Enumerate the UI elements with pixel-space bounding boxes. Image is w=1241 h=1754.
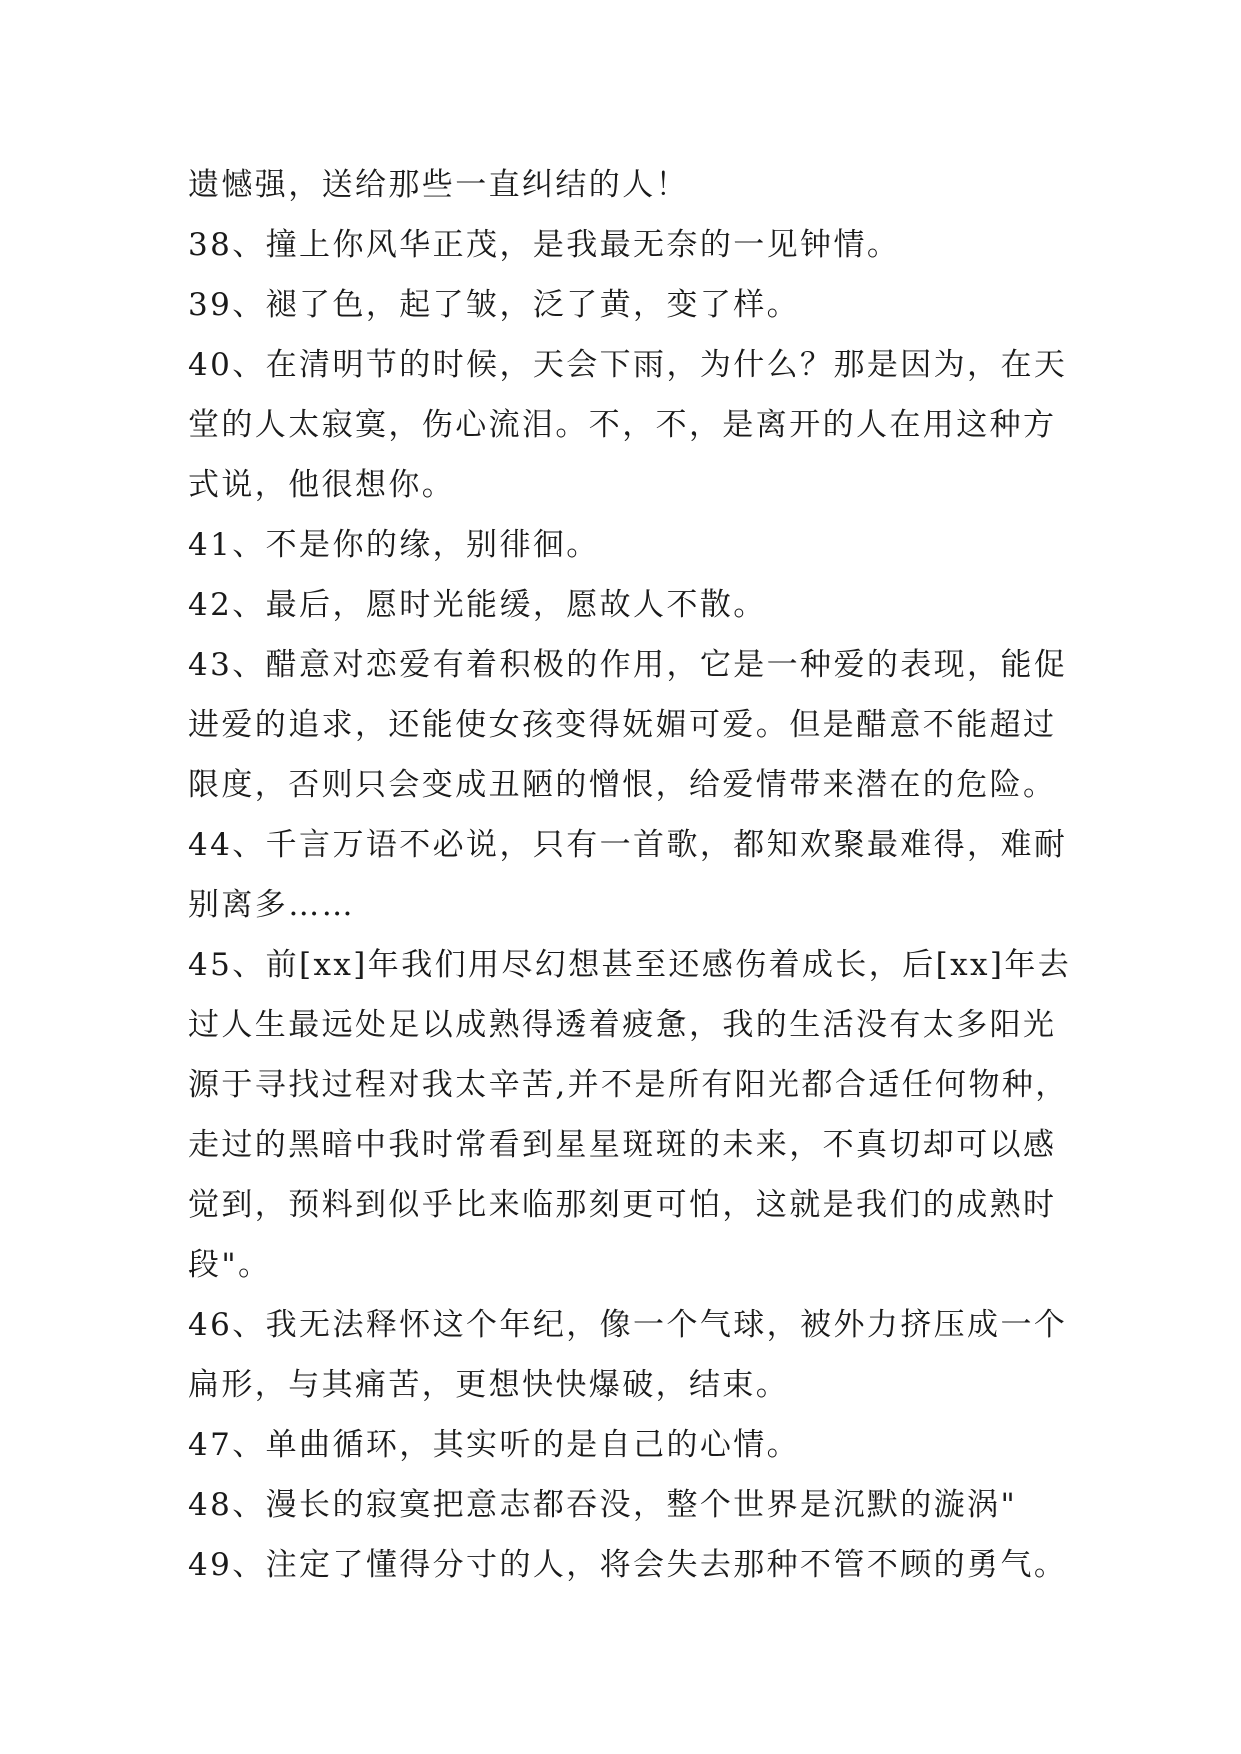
text-line: 扁形，与其痛苦，更想快快爆破，结束。 <box>188 1367 790 1403</box>
text-line: 46、我无法释怀这个年纪，像一个气球，被外力挤压成一个 <box>188 1307 1068 1343</box>
text-line: 限度，否则只会变成丑陋的憎恨，给爱情带来潜在的危险。 <box>188 767 1057 803</box>
text-line: 觉到，预料到似乎比来临那刻更可怕，这就是我们的成熟时 <box>188 1187 1057 1223</box>
text-line: 源于寻找过程对我太辛苦,并不是所有阳光都合适任何物种， <box>188 1067 1069 1103</box>
text-line: 38、撞上你风华正茂，是我最无奈的一见钟情。 <box>188 227 901 263</box>
text-line: 39、褪了色，起了皱，泛了黄，变了样。 <box>188 287 801 323</box>
text-line: 堂的人太寂寞，伤心流泪。不，不，是离开的人在用这种方 <box>188 407 1057 443</box>
text-line: 走过的黑暗中我时常看到星星斑斑的未来，不真切却可以感 <box>188 1127 1057 1163</box>
text-line: 41、不是你的缘，别徘徊。 <box>188 527 600 563</box>
text-line: 进爱的追求，还能使女孩变得妩媚可爱。但是醋意不能超过 <box>188 707 1057 743</box>
text-line: 44、千言万语不必说，只有一首歌，都知欢聚最难得，难耐 <box>188 827 1068 863</box>
text-line: 段"。 <box>188 1247 272 1283</box>
text-line: 45、前[xx]年我们用尽幻想甚至还感伤着成长，后[xx]年去 <box>188 947 1072 983</box>
text-line: 过人生最远处足以成熟得透着疲惫，我的生活没有太多阳光 <box>188 1007 1057 1043</box>
text-line: 40、在清明节的时候，天会下雨，为什么？那是因为，在天 <box>188 347 1068 383</box>
text-line: 别离多…… <box>188 887 355 923</box>
document-body <box>188 155 1088 1595</box>
text-line: 48、漫长的寂寞把意志都吞没，整个世界是沉默的漩涡" <box>188 1487 1018 1523</box>
text-line: 式说，他很想你。 <box>188 467 456 503</box>
text-line: 47、单曲循环，其实听的是自己的心情。 <box>188 1427 801 1463</box>
text-line: 42、最后，愿时光能缓，愿故人不散。 <box>188 587 767 623</box>
text-line: 49、注定了懂得分寸的人，将会失去那种不管不顾的勇气。 <box>188 1547 1068 1583</box>
text-line: 43、醋意对恋爱有着积极的作用，它是一种爱的表现，能促 <box>188 647 1068 683</box>
text-line: 遗憾强，送给那些一直纠结的人！ <box>188 167 689 203</box>
